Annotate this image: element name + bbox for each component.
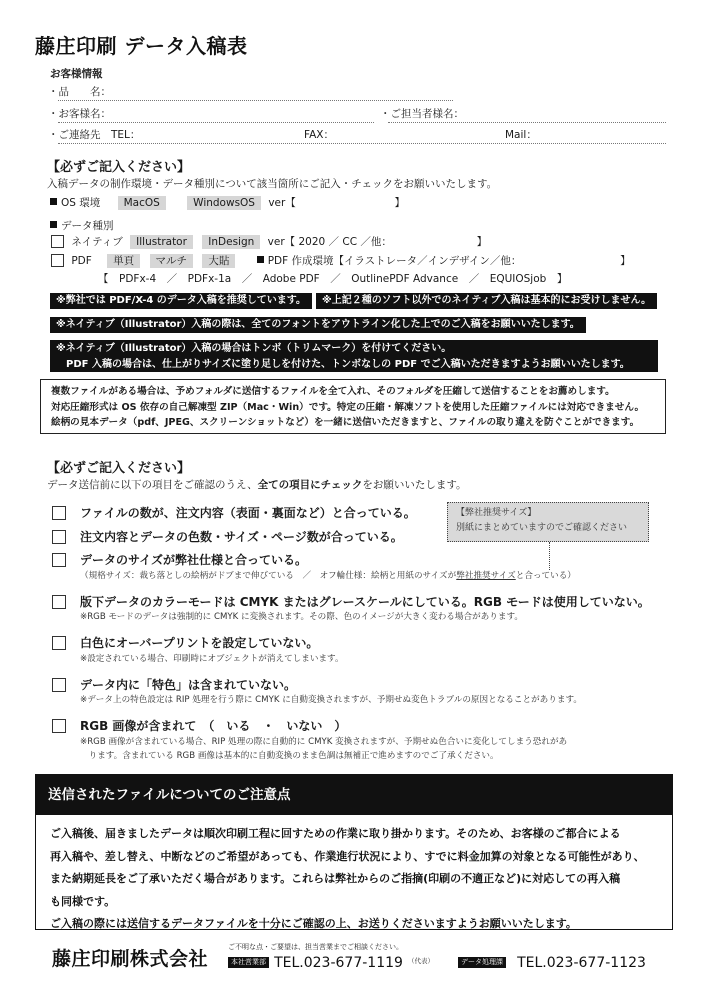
native-label: ネイティブ xyxy=(71,236,123,248)
native-checkbox[interactable] xyxy=(51,235,64,248)
notice-line: ご入稿の際には送信するデータファイルを十分にご確認の上、お送りくださいますようお願いいたします。 xyxy=(50,917,577,930)
info-line: 複数ファイルがある場合は、予めフォルダに送信するファイルを全て入れ、そのフォルダを圧縮して送信することをお薦めします。 xyxy=(51,386,615,397)
description-emphasis: 全ての項目にチェック xyxy=(257,479,363,491)
pdf-option-single[interactable]: 単頁 xyxy=(107,254,140,268)
recommended-size-connector xyxy=(549,542,550,570)
checklist-item-color-size: 注文内容とデータの色数・サイズ・ページ数が合っている。 xyxy=(52,526,403,545)
notice-line: 再入稿や、差し替え、中断などのご希望があっても、作業進行状況により、すでに料金加算の対象となる可能性があり、 xyxy=(50,849,645,863)
section1-heading: 【必ずご記入ください】 xyxy=(47,160,191,175)
sales-tel-suffix: （代表） xyxy=(408,957,435,965)
recommended-size-link[interactable]: 弊社推奨サイズ xyxy=(456,571,516,581)
native-ver-label: ver【 2020 ／ CC ／他： xyxy=(267,236,392,248)
os-row xyxy=(50,195,405,211)
customer-info-heading: お客様情報 xyxy=(50,68,103,80)
checklist-checkbox[interactable] xyxy=(52,506,66,520)
data-dept-tag: データ処理課 xyxy=(458,957,506,968)
pdf-row xyxy=(51,253,631,269)
checklist-note-rgb-images-2: ります。含まれている RGB 画像は基本的に自動変換のまま色調は無補正で進めますのでご了承ください。 xyxy=(80,751,499,761)
pdf-option-large[interactable]: 大貼 xyxy=(202,254,235,268)
product-name-label: ・品 名： xyxy=(48,86,111,98)
info-line: 対応圧縮形式は OS 依存の自己解凍型 ZIP（Mac・Win）です。特定の圧縮・解凍ソフトを使用した圧縮ファイルには対応できません。 xyxy=(51,401,645,413)
pdf-label: PDF xyxy=(71,255,92,267)
pdf-option-multi[interactable]: マルチ xyxy=(150,254,194,268)
square-bullet-icon xyxy=(257,256,264,263)
file-info-box xyxy=(40,379,666,434)
square-bullet-icon xyxy=(50,198,57,205)
checklist-note-color-mode: ※RGB モードのデータは強制的に CMYK に変換されます。その際、色のイメージが大きく変わる場合があります。 xyxy=(80,612,523,622)
info-line: 絵柄の見本データ（pdf、JPEG、スクリーンショットなど）を一緒に送信いただきますと、ファイルの取り違えを防ぐことができます。 xyxy=(51,417,640,428)
data-type-label: データ種別 xyxy=(61,220,114,232)
os-label: OS 環境 xyxy=(61,197,101,209)
notice-body xyxy=(36,815,672,936)
section1-description: 入稿データの制作環境・データ種別について該当箇所にご記入・チェックをお願いいたします。 xyxy=(47,178,498,190)
sales-tel[interactable]: TEL.023-677-1119 xyxy=(274,955,403,971)
contact-field[interactable] xyxy=(58,143,666,144)
inquiry-text: ご不明な点・ご要望は、担当営業までご相談ください。 xyxy=(228,943,403,951)
note-outline-fonts: ※ネイティブ（Illustrator）入稿の際は、全てのフォントをアウトライン化した上でのご入稿をお願いいたします。 xyxy=(50,317,586,333)
notice-box xyxy=(35,774,673,930)
section2-heading: 【必ずご記入ください】 xyxy=(47,461,191,476)
pdf-env-close: 】 xyxy=(620,255,631,267)
square-bullet-icon xyxy=(50,221,57,228)
os-ver-close: 】 xyxy=(394,197,406,209)
pdf-env-label: PDF 作成環境【イラストレータ／インデザイン／他： xyxy=(267,255,522,267)
sales-contact xyxy=(228,952,434,971)
customer-name-field[interactable] xyxy=(58,122,374,123)
checklist-item-file-count: ファイルの数が、注文内容（表面・裏面など）と合っている。 xyxy=(52,502,416,521)
recommended-size-title: 【弊社推奨サイズ】 xyxy=(456,508,537,518)
company-name: 藤庄印刷株式会社 xyxy=(52,948,209,970)
notice-line: も同様です。 xyxy=(50,894,116,908)
checklist-checkbox[interactable] xyxy=(52,636,66,650)
mail-label: Mail： xyxy=(505,129,537,141)
recommended-size-box xyxy=(447,502,649,542)
native-option-illustrator[interactable]: Illustrator xyxy=(130,235,193,249)
native-option-indesign[interactable]: InDesign xyxy=(202,235,260,249)
tel-label: ・ご連絡先 TEL： xyxy=(48,129,141,141)
recommended-size-text: 別紙にまとめていますのでご確認ください xyxy=(456,523,628,533)
contact-person-label: ・ご担当者様名： xyxy=(380,108,464,120)
note-native-restriction: ※上記２種のソフト以外でのネイティブ入稿は基本的にお受けしません。 xyxy=(316,293,657,309)
checklist-checkbox[interactable] xyxy=(52,553,66,567)
checklist-note-rgb-images: ※RGB 画像が含まれている場合、RIP 処理の際に自動的に CMYK 変換されますが、予期せぬ色合いに変化してしまう恐れがあ xyxy=(80,737,568,747)
checklist-item-overprint: 白色にオーバープリントを設定していない。 xyxy=(52,632,318,651)
pdf-formats-line: 【 PDFx-4 ／ PDFx-1a ／ Adobe PDF ／ OutlinePDF Advance ／ EQUIOSjob 】 xyxy=(98,273,568,285)
checklist-item-color-mode: 版下データのカラーモードは CMYK またはグレースケールにしている。RGB モードは使用していない。 xyxy=(52,591,650,610)
os-option-macos[interactable]: MacOS xyxy=(118,196,166,210)
fax-label: FAX： xyxy=(304,129,334,141)
pdf-checkbox[interactable] xyxy=(51,254,64,267)
contact-person-field[interactable] xyxy=(388,122,666,123)
note-trim-marks xyxy=(50,340,658,372)
os-ver-open: ver【 xyxy=(268,197,296,209)
notice-line: また納期延長をご了承いただく場合があります。これらは弊社からのご指摘(印刷の不適正など)に対応しての再入稿 xyxy=(50,872,621,885)
notice-line: ご入稿後、届きましたデータは順次印刷工程に回すための作業に取り掛かります。そのため、お客様のご都合による xyxy=(50,827,621,840)
page-title: 藤庄印刷 データ入稿表 xyxy=(35,34,248,58)
customer-name-label: ・お客様名： xyxy=(48,108,111,120)
checklist-checkbox[interactable] xyxy=(52,719,66,733)
note-trim-marks-line2: PDF 入稿の場合は、仕上がりサイズに塗り足しを付けた、トンボなしの PDF でご入稿いただきますようお願いいたします。 xyxy=(56,359,630,370)
checklist-note-overprint: ※設定されている場合、印刷時にオブジェクトが消えてしまいます。 xyxy=(80,654,344,664)
section2-description: データ送信前に以下の項目をご確認のうえ、全ての項目にチェックをお願いいたします。 xyxy=(47,479,467,491)
os-option-windows[interactable]: WindowsOS xyxy=(187,196,261,210)
sales-dept-tag: 本社営業部 xyxy=(228,957,269,968)
checklist-note-spot-color: ※データ上の特色設定は RIP 処理を行う際に CMYK に自動変換されますが、予期せぬ変色トラブルの原因となることがあります。 xyxy=(80,695,582,705)
notice-heading: 送信されたファイルについてのご注意点 xyxy=(36,775,672,815)
checklist-note-data-size: （規格サイズ：裁ち落としの絵柄がドブまで伸びている ／ オフ輪仕様：絵柄と用紙のサイズが弊社推奨サイズと合っている） xyxy=(80,571,576,581)
data-dept-tel[interactable]: TEL.023-677-1123 xyxy=(517,955,646,971)
checklist-item-rgb-images: RGB 画像が含まれて （ いる ・ いない ） xyxy=(52,715,346,734)
data-dept-contact xyxy=(458,952,646,971)
native-ver-close: 】 xyxy=(476,236,488,248)
note-pdfx4-recommended: ※弊社では PDF/X-4 のデータ入稿を推奨しています。 xyxy=(50,293,312,309)
note-trim-marks-line1: ※ネイティブ（Illustrator）入稿の場合はトンボ（トリムマーク）を付けてください。 xyxy=(56,343,452,354)
native-row xyxy=(51,234,487,250)
checklist-checkbox[interactable] xyxy=(52,530,66,544)
checklist-item-spot-color: データ内に「特色」は含まれていない。 xyxy=(52,674,296,693)
checklist-checkbox[interactable] xyxy=(52,678,66,692)
checklist-item-data-size: データのサイズが弊社仕様と合っている。 xyxy=(52,549,307,568)
checklist-checkbox[interactable] xyxy=(52,595,66,609)
data-type-row xyxy=(50,218,114,234)
product-name-field[interactable] xyxy=(58,100,453,101)
